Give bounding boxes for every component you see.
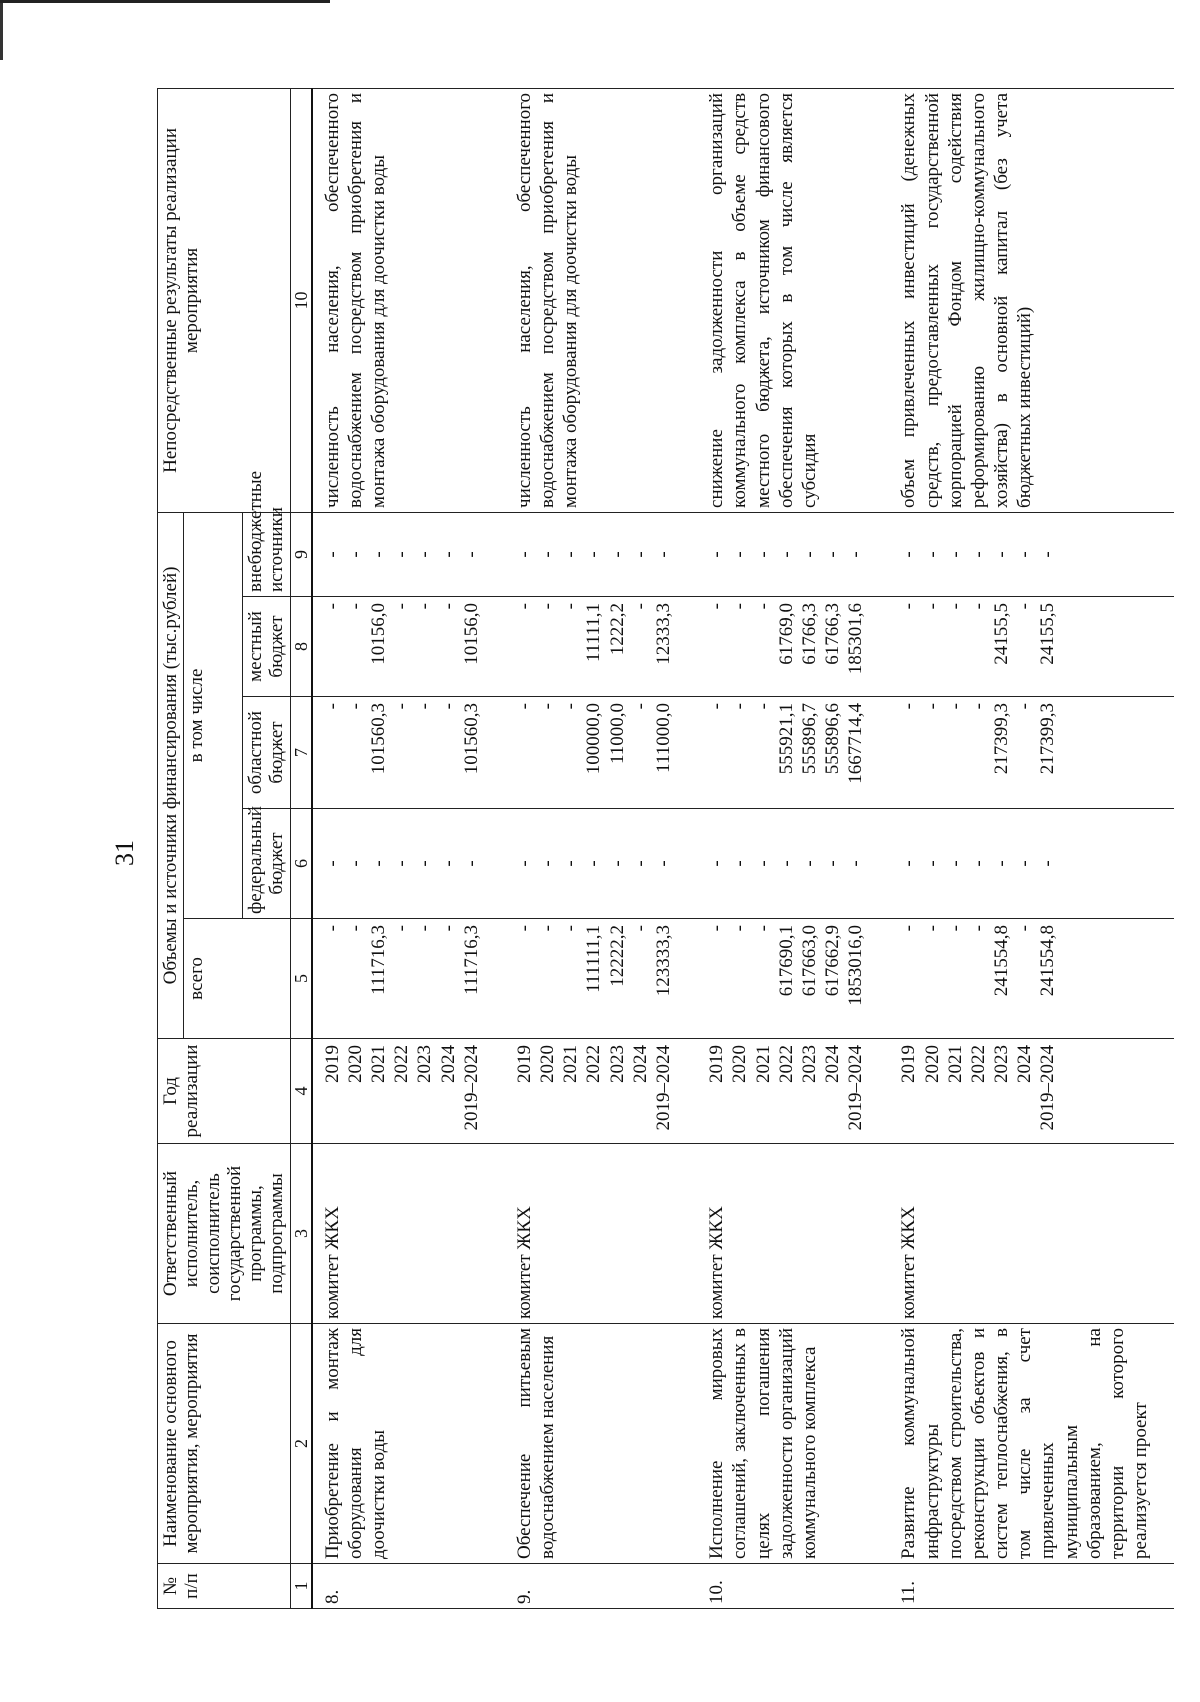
extra-cell-value: - [437,551,459,558]
local-cell-value: 24155,5 [991,603,1013,665]
federal-cell-value: - [344,860,366,867]
table-row [697,88,889,1608]
extra-cell [505,512,697,596]
scan-mark [0,0,330,13]
federal-cell-value: - [414,860,436,867]
local-cell-value: - [414,603,436,610]
federal-cell-value: - [991,860,1013,867]
total-cell-value: - [729,925,751,932]
col-index: 10 [290,88,312,512]
year-cell [697,1039,889,1144]
row-number-text: 10. [706,1580,728,1604]
federal-cell-value: - [921,860,943,867]
responsible-text: комитет ЖКХ [513,1206,535,1319]
total-cell-value: - [967,925,989,932]
extra-cell [697,512,889,596]
extra-cell-value: - [606,551,628,558]
row-number [312,1564,505,1609]
header-name: Наименование основного мероприятия, мероприятия [158,1324,291,1564]
year-cell-value: 2019–2024 [652,1045,674,1131]
extra-cell-value: - [321,551,343,558]
total-cell-value: 12222,2 [606,925,628,987]
header-extra: внебюджетные источники [243,512,291,596]
year-cell-value: 2019 [898,1045,920,1083]
extra-cell-value: - [460,551,482,558]
regional-cell-value: 11000,0 [606,703,628,765]
col-index: 8 [290,597,312,697]
local-cell-value: 12333,3 [652,603,674,665]
extra-cell-value: - [391,551,413,558]
federal-cell-value: - [1037,860,1059,867]
extra-cell-value: - [652,551,674,558]
year-cell-value: 2019 [706,1045,728,1083]
regional-cell-value: - [437,703,459,710]
header-responsible: Ответственный исполнитель, соисполнитель государственной программы, подпрограммы [158,1144,291,1324]
year-cell-value: 2019 [321,1045,343,1083]
regional-cell-value: - [898,703,920,710]
measure-name [697,1324,889,1564]
year-cell-value: 2019–2024 [1037,1045,1059,1131]
extra-cell-value: - [537,551,559,558]
federal-cell-value: - [368,860,390,867]
federal-cell-value: - [583,860,605,867]
measure-name-text: Приобретение и монтаж оборудования для доочистки воды [321,1328,390,1559]
regional-cell [697,697,889,809]
year-cell [889,1039,1174,1144]
table-row [505,88,697,1608]
federal-cell-value: - [706,860,728,867]
regional-cell-value: 100000,0 [583,703,605,775]
year-cell-value: 2022 [775,1045,797,1083]
total-cell-value: - [921,925,943,932]
local-cell-value: 1222,2 [606,603,628,656]
year-cell-value: 2022 [967,1045,989,1083]
total-cell-value: - [944,925,966,932]
federal-cell [889,809,1174,919]
regional-cell-value: - [537,703,559,710]
local-cell-value: 185301,6 [845,603,867,675]
total-cell-value: 241554,8 [991,925,1013,997]
federal-cell [697,809,889,919]
federal-cell-value: - [775,860,797,867]
federal-cell-value: - [944,860,966,867]
local-cell-value: - [752,603,774,610]
local-cell-value: - [944,603,966,610]
regional-cell-value: - [752,703,774,710]
extra-cell-value: - [513,551,535,558]
regional-cell-value: 101560,3 [460,703,482,775]
header-year: Год реализации [158,1039,291,1144]
result-text: численность населения, обеспеченного водоснабжением посредством приобретения и монтажа оборудования для доочистки воды [513,92,582,508]
year-cell-value: 2024 [822,1045,844,1083]
extra-cell-value: - [344,551,366,558]
extra-cell-value: - [583,551,605,558]
regional-cell-value: - [321,703,343,710]
federal-cell-value: - [822,860,844,867]
total-cell-value: - [1014,925,1036,932]
regional-cell-value: - [391,703,413,710]
total-cell-value: 241554,8 [1037,925,1059,997]
regional-cell-value: - [967,703,989,710]
total-cell-value: - [321,925,343,932]
year-cell-value: 2024 [437,1045,459,1083]
local-cell-value: - [629,603,651,610]
federal-cell-value: - [729,860,751,867]
result-cell [889,88,1174,512]
regional-cell-value: - [560,703,582,710]
local-cell-value: - [729,603,751,610]
year-cell-value: 2023 [606,1045,628,1083]
extra-cell-value: - [629,551,651,558]
responsible-executor [312,1144,505,1324]
extra-cell-value: - [921,551,943,558]
local-cell [312,597,505,697]
total-cell-value: 111111,1 [583,925,605,993]
local-cell-value: - [898,603,920,610]
local-cell-value: 11111,1 [583,603,605,662]
local-cell-value: - [706,603,728,610]
regional-cell-value: - [1014,703,1036,710]
federal-cell-value: - [391,860,413,867]
measure-name [312,1324,505,1564]
total-cell-value: - [537,925,559,932]
result-cell [697,88,889,512]
year-cell-value: 2024 [1014,1045,1036,1083]
measure-name [889,1324,1174,1564]
total-cell [697,919,889,1039]
year-cell-value: 2019–2024 [460,1045,482,1131]
local-cell-value: - [391,603,413,610]
page-number: 31 [110,840,139,866]
year-cell-value: 2022 [391,1045,413,1083]
federal-cell-value: - [513,860,535,867]
total-cell-value: 1853016,0 [845,925,867,1006]
regional-cell-value: 217399,3 [991,703,1013,775]
result-text: объем привлеченных инвестиций (денежных средств, предоставленных государственной корпорацией Фондом содействия реформированию жилищно-коммунального хозяйства) в основной капитал (без учета бюджетных инвестиций) [898,92,1036,508]
header-including: в том числе [184,512,243,918]
extra-cell-value: - [706,551,728,558]
total-cell [505,919,697,1039]
local-cell-value: - [513,603,535,610]
total-cell-value: - [391,925,413,932]
regional-cell-value: 555896,7 [798,703,820,775]
program-measures-table [157,88,1174,1609]
header-federal: федеральный бюджет [243,809,291,919]
total-cell-value: - [437,925,459,932]
federal-cell [312,809,505,919]
year-cell-value: 2021 [944,1045,966,1083]
year-cell [312,1039,505,1144]
responsible-text: комитет ЖКХ [706,1206,728,1319]
extra-cell-value: - [944,551,966,558]
total-cell-value: 617663,0 [798,925,820,997]
federal-cell-value: - [898,860,920,867]
federal-cell-value: - [652,860,674,867]
total-cell-value: - [344,925,366,932]
regional-cell-value: - [706,703,728,710]
extra-cell-value: - [729,551,751,558]
total-cell-value: - [706,925,728,932]
extra-cell-value: - [991,551,1013,558]
federal-cell-value: - [967,860,989,867]
total-cell-value: 617662,9 [822,925,844,997]
row-number-text: 9. [513,1589,535,1604]
federal-cell-value: - [798,860,820,867]
year-cell-value: 2020 [921,1045,943,1083]
measure-name-text: Исполнение мировых соглашений, заключенных в целях погашения задолженности организаций коммунального комплекса [706,1328,820,1559]
col-index: 2 [290,1324,312,1564]
year-cell-value: 2023 [414,1045,436,1083]
total-cell-value: 123333,3 [652,925,674,997]
year-cell-value: 2021 [752,1045,774,1083]
local-cell-value: 61766,3 [798,603,820,665]
regional-cell-value: - [414,703,436,710]
responsible-executor [505,1144,697,1324]
local-cell [889,597,1174,697]
year-cell-value: 2021 [560,1045,582,1083]
responsible-text: комитет ЖКХ [321,1206,343,1319]
total-cell-value: - [560,925,582,932]
col-index: 1 [290,1564,312,1609]
extra-cell-value: - [798,551,820,558]
table-row [889,88,1174,1608]
local-cell-value: 24155,5 [1037,603,1059,665]
row-number [505,1564,697,1609]
local-cell-value: 10156,0 [368,603,390,665]
federal-cell [505,809,697,919]
year-cell-value: 2023 [991,1045,1013,1083]
federal-cell-value: - [629,860,651,867]
table-body [312,88,1175,1608]
regional-cell-value: 555896,6 [822,703,844,775]
row-number-text: 8. [321,1589,343,1604]
col-index: 6 [290,809,312,919]
regional-cell-value: 101560,3 [368,703,390,775]
year-cell-value: 2024 [629,1045,651,1083]
year-cell-value: 2020 [344,1045,366,1083]
extra-cell-value: - [560,551,582,558]
total-cell-value: - [752,925,774,932]
extra-cell-value: - [822,551,844,558]
regional-cell [505,697,697,809]
year-cell-value: 2023 [798,1045,820,1083]
local-cell [697,597,889,697]
federal-cell-value: - [1014,860,1036,867]
total-cell [312,919,505,1039]
regional-cell-value: 217399,3 [1037,703,1059,775]
year-cell-value: 2019–2024 [845,1045,867,1131]
local-cell-value: - [1014,603,1036,610]
year-cell-value: 2020 [537,1045,559,1083]
local-cell-value: 10156,0 [460,603,482,665]
year-cell-value: 2021 [368,1045,390,1083]
regional-cell-value: - [513,703,535,710]
total-cell-value: - [513,925,535,932]
total-cell-value: 111716,3 [368,925,390,995]
extra-cell [889,512,1174,596]
header-num: № п/п [158,1564,291,1609]
extra-cell-value: - [967,551,989,558]
column-index-row [290,88,312,1608]
regional-cell-value: - [344,703,366,710]
regional-cell-value: - [729,703,751,710]
col-index: 4 [290,1039,312,1144]
extra-cell-value: - [368,551,390,558]
total-cell-value: 617690,1 [775,925,797,997]
federal-cell-value: - [321,860,343,867]
total-cell [889,919,1174,1039]
local-cell-value: - [344,603,366,610]
total-cell-value: - [629,925,651,932]
regional-cell [312,697,505,809]
col-index: 9 [290,512,312,596]
extra-cell [312,512,505,596]
rotated-table-container [157,89,1152,1609]
extra-cell-value: - [845,551,867,558]
responsible-executor [889,1144,1174,1324]
federal-cell-value: - [560,860,582,867]
year-cell-value: 2019 [513,1045,535,1083]
federal-cell-value: - [752,860,774,867]
local-cell-value: 61769,0 [775,603,797,665]
extra-cell-value: - [1014,551,1036,558]
local-cell-value: - [321,603,343,610]
row-number [697,1564,889,1609]
local-cell-value: 61766,3 [822,603,844,665]
extra-cell-value: - [898,551,920,558]
header-regional: областной бюджет [243,697,291,809]
total-cell-value: - [898,925,920,932]
regional-cell-value: - [629,703,651,710]
year-cell-value: 2022 [583,1045,605,1083]
year-cell [505,1039,697,1144]
col-index: 3 [290,1144,312,1324]
header-results: Непосредственные результаты реализации мероприятия [158,88,291,512]
regional-cell-value: 1667714,4 [845,703,867,784]
regional-cell-value: 111000,0 [652,703,674,773]
extra-cell-value: - [775,551,797,558]
federal-cell-value: - [845,860,867,867]
extra-cell-value: - [414,551,436,558]
extra-cell-value: - [1037,551,1059,558]
table-row [312,88,505,1608]
federal-cell-value: - [537,860,559,867]
responsible-text: комитет ЖКХ [898,1206,920,1319]
responsible-executor [697,1144,889,1324]
total-cell-value: - [414,925,436,932]
measure-name-text: Обеспечение питьевым водоснабжением населения [513,1328,559,1559]
col-index: 7 [290,697,312,809]
header-funding: Объемы и источники финансирования (тыс.рублей) [158,512,184,1038]
local-cell-value: - [560,603,582,610]
federal-cell-value: - [460,860,482,867]
row-number [889,1564,1174,1609]
regional-cell-value: - [921,703,943,710]
local-cell-value: - [537,603,559,610]
measure-name-text: Развитие коммунальной инфраструктуры посредством строительства, реконструкции объектов и систем теплоснабжения, в том числе за счет привлеченных муниципальным образованием, на территории которого реализуется проект [898,1328,1152,1559]
col-index: 5 [290,919,312,1039]
total-cell-value: 111716,3 [460,925,482,995]
federal-cell-value: - [437,860,459,867]
row-number-text: 11. [898,1580,920,1604]
regional-cell-value: 555921,1 [775,703,797,775]
federal-cell-value: - [606,860,628,867]
result-text: численность населения, обеспеченного водоснабжением посредством приобретения и монтажа оборудования для доочистки воды [321,92,390,508]
regional-cell-value: - [944,703,966,710]
result-cell [505,88,697,512]
regional-cell [889,697,1174,809]
header-total: всего [184,919,290,1039]
extra-cell-value: - [752,551,774,558]
header-local: местный бюджет [243,597,291,697]
measure-name [505,1324,697,1564]
local-cell-value: - [921,603,943,610]
local-cell-value: - [967,603,989,610]
local-cell-value: - [437,603,459,610]
year-cell-value: 2020 [729,1045,751,1083]
result-cell [312,88,505,512]
result-text: снижение задолженности организаций коммунального комплекса в объеме средств местного бюджета, источником финансового обеспечения которых в том числе является субсидия [706,92,820,508]
local-cell [505,597,697,697]
